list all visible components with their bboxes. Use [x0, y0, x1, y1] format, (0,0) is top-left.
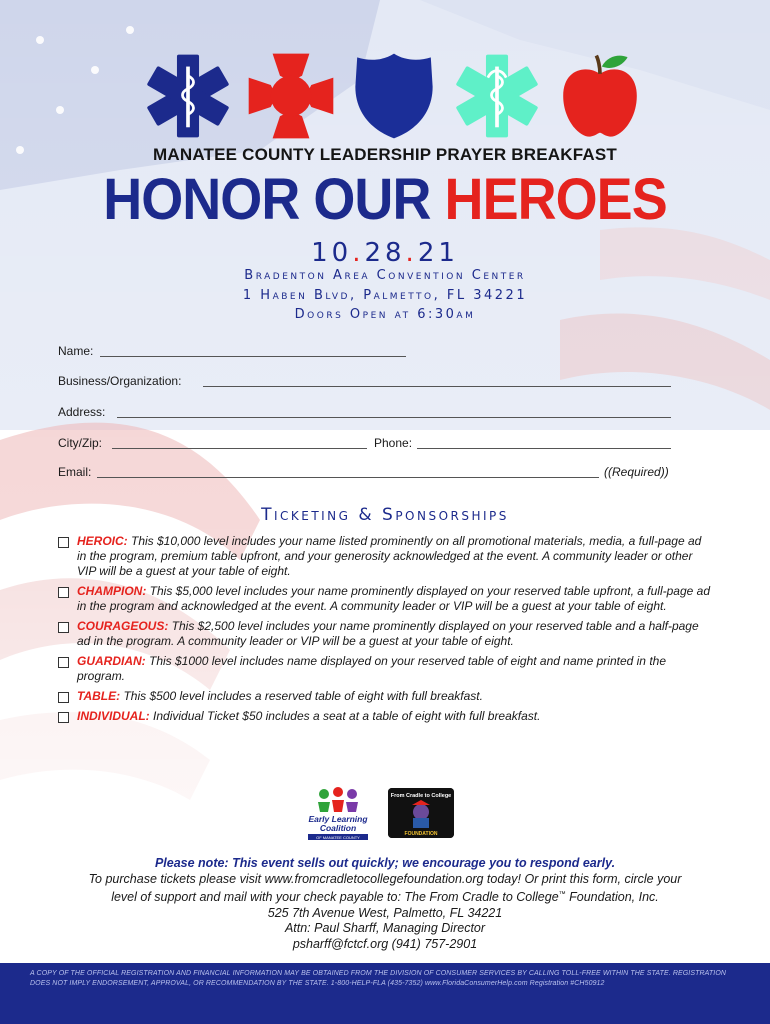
tier-item — [58, 534, 713, 579]
date-month: 10 — [311, 238, 353, 268]
fcc-foundation: FOUNDATION — [404, 831, 438, 837]
purchase-line-1: To purchase tickets please visit www.fromcradletocollegefoundation.org today! Or print this form, circle your — [88, 871, 682, 886]
mailing-address: 525 7th Avenue West, Palmetto, FL 34221 — [267, 905, 503, 920]
headline-heroes: HEROES — [444, 167, 667, 232]
tier-description: This $2,500 level includes your name prominently displayed on your reserved table and a half-page ad in the program. A community leader or VIP will be a guest at your table of eight. — [77, 619, 699, 648]
date-year: 21 — [417, 238, 459, 268]
elc-name-line2: Coalition — [319, 823, 357, 833]
tier-item — [58, 584, 713, 614]
ticketing-title: Ticketing & Sponsorships — [261, 505, 509, 525]
from-cradle-to-college-logo — [388, 788, 454, 838]
elc-name-line1: Early Learning — [308, 814, 368, 824]
tier-checkbox[interactable] — [58, 712, 69, 723]
tier-name: INDIVIDUAL: — [77, 709, 150, 723]
purchase-line-2a: level of support and mail with your check payable to: The From Cradle to College — [111, 890, 559, 905]
trademark-symbol: ™ — [558, 891, 566, 898]
elc-name-line3: OF MANATEE COUNTY — [316, 835, 360, 840]
purchase-line-2 — [40, 887, 730, 906]
star-of-life-icon — [142, 50, 234, 142]
doors-open: Doors Open at 6:30am — [294, 307, 476, 322]
fcc-name: From Cradle to College — [390, 793, 452, 799]
purchase-instructions — [40, 856, 730, 952]
cityzip-field[interactable] — [112, 448, 367, 449]
tier-checkbox[interactable] — [58, 657, 69, 668]
tier-item — [58, 619, 713, 649]
early-learning-coalition-logo — [302, 784, 374, 842]
headline-honor-our: HONOR OUR — [103, 167, 431, 232]
date-separator: . — [352, 238, 365, 268]
sellout-note: Please note: This event sells out quickly; we encourage you to respond early. — [154, 856, 616, 870]
headline — [27, 165, 743, 235]
event-title: MANATEE COUNTY LEADERSHIP PRAYER BREAKFAST — [153, 145, 617, 164]
contact-line[interactable]: psharff@fctcf.org (941) 757-2901 — [292, 936, 478, 951]
tier-checkbox[interactable] — [58, 692, 69, 703]
email-field[interactable] — [97, 477, 599, 478]
required-note: ((Required)) — [604, 465, 669, 479]
attention-line: Attn: Paul Sharff, Managing Director — [284, 921, 486, 936]
venue-address: 1 Haben Blvd, Palmetto, FL 34221 — [242, 288, 528, 303]
tier-name: TABLE: — [77, 689, 121, 703]
maltese-cross-icon — [245, 50, 337, 142]
apple-icon — [554, 50, 646, 142]
tier-description: Individual Ticket $50 includes a seat at a table of eight with full breakfast. — [149, 709, 541, 723]
tier-description: This $10,000 level includes your name listed prominently on all promotional materials, media, a full-page ad in the program, premium table upfront, and your generosity acknowledged at the event. A community leader or other VIP will be a guest at your table of eight. — [77, 534, 702, 578]
tier-name: COURAGEOUS: — [77, 619, 169, 633]
tier-name: GUARDIAN: — [77, 654, 146, 668]
tier-description: This $5,000 level includes your name prominently displayed on your reserved table upfront, a full-page ad in the program and acknowledged at the event. A community leader or VIP will be a guest at your table of eight. — [77, 584, 710, 613]
tier-checkbox[interactable] — [58, 537, 69, 548]
tier-item — [58, 709, 713, 724]
tier-name: HEROIC: — [77, 534, 128, 548]
email-label: Email: — [58, 465, 92, 479]
tier-checkbox[interactable] — [58, 622, 69, 633]
tier-description: This $500 level includes a reserved table of eight with full breakfast. — [120, 689, 483, 703]
tier-name: CHAMPION: — [77, 584, 147, 598]
address-field[interactable] — [117, 417, 671, 418]
date-day: 28 — [364, 238, 406, 268]
address-label: Address: — [58, 405, 106, 419]
tier-item — [58, 689, 713, 704]
sponsorship-tier-list — [58, 534, 713, 729]
required-note-text: (Required) — [608, 465, 665, 479]
cityzip-label: City/Zip: — [58, 436, 103, 450]
phone-field[interactable] — [417, 448, 671, 449]
business-label: Business/Organization: — [58, 374, 182, 388]
venue-name: Bradenton Area Convention Center — [244, 268, 526, 283]
name-field[interactable] — [100, 356, 406, 357]
tier-checkbox[interactable] — [58, 587, 69, 598]
police-badge-icon — [348, 50, 440, 142]
tier-description: This $1000 level includes name displayed on your reserved table of eight and name printed in the program. — [77, 654, 666, 683]
date-separator: . — [405, 238, 418, 268]
business-field[interactable] — [203, 386, 671, 387]
name-label: Name: — [58, 344, 94, 358]
registration-disclaimer: A COPY OF THE OFFICIAL REGISTRATION AND FINANCIAL INFORMATION MAY BE OBTAINED FROM THE DIVISION OF CONSUMER SERVICES BY CALLING TOLL-FREE WITHIN THE STATE. REGISTRATION DOES NOT IMPLY ENDORSEMENT, APPROVAL, OR RECOMMENDATION BY THE STATE. 1-800-HELP-FLA (435-7352) www.FloridaConsumerHelp.com Registration #CH50912 — [30, 970, 727, 987]
phone-label: Phone: — [374, 436, 413, 450]
hero-icons-row — [142, 50, 637, 144]
teal-star-of-life-icon — [451, 50, 543, 142]
purchase-line-2b: Foundation, Inc. — [565, 890, 659, 905]
tier-item — [58, 654, 713, 684]
event-date — [0, 238, 770, 268]
footer-disclaimer-bar — [0, 963, 770, 1024]
